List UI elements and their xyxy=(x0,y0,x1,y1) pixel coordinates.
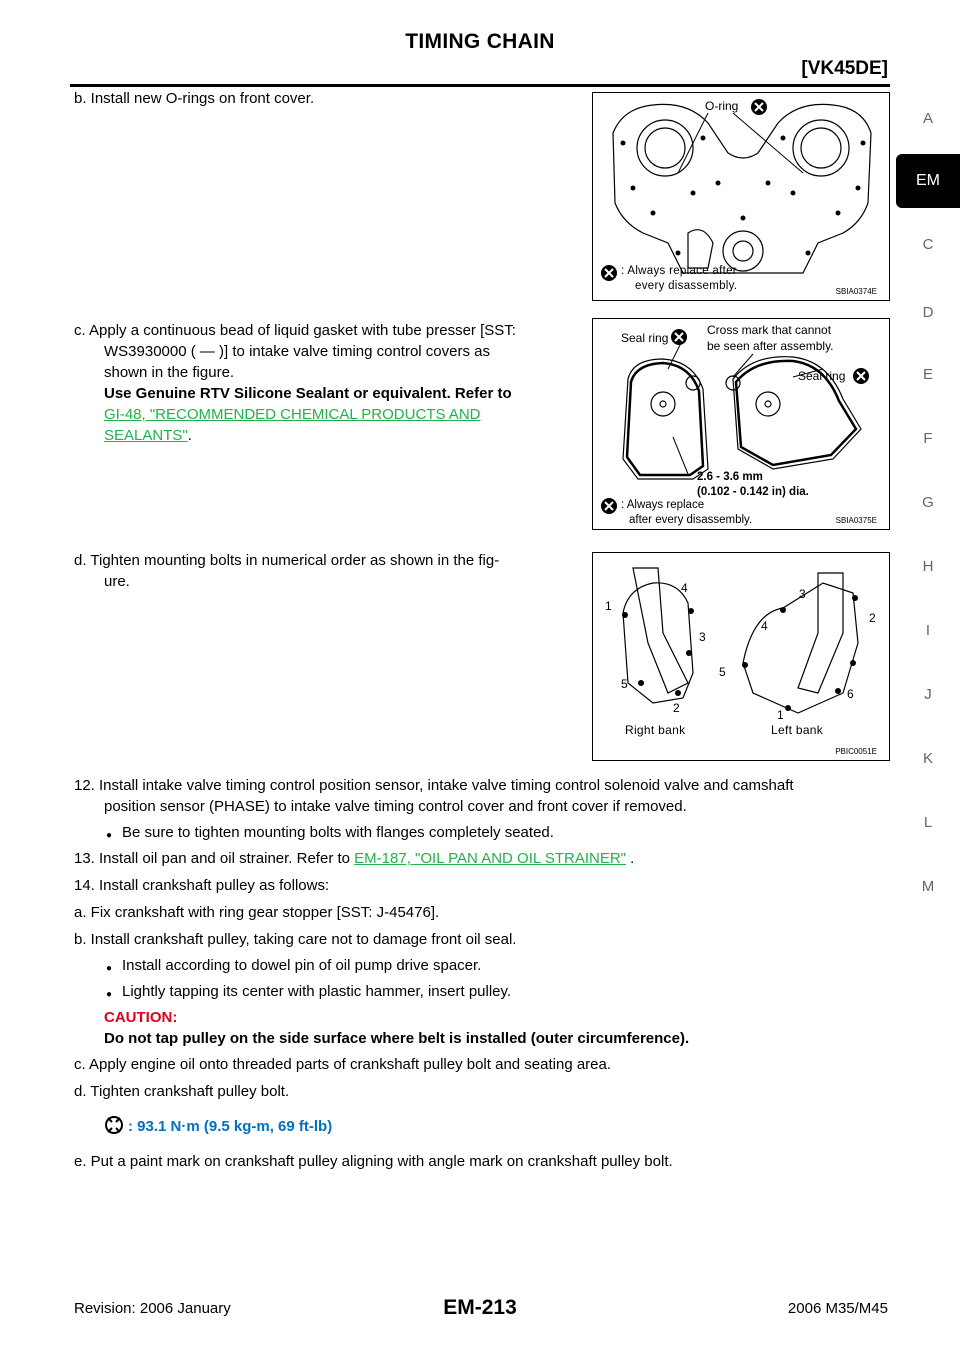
period: . xyxy=(187,427,192,444)
dimension-mm: 2.6 - 3.6 mm xyxy=(697,471,763,483)
torque-spec xyxy=(74,1116,894,1137)
bolt-label-r4: 4 xyxy=(681,581,688,595)
step-14d: d. Tighten crankshaft pulley bolt. xyxy=(74,1083,290,1100)
step-d-line1: d. Tighten mounting bolts in numerical order as shown in the fig- xyxy=(74,552,500,569)
label-cross-mark-1: Cross mark that cannot xyxy=(707,323,832,337)
step-13-text: 13. Install oil pan and oil strainer. Refer to xyxy=(74,850,355,867)
step-c-line1: c. Apply a continuous bead of liquid gasket with tube presser [SST: xyxy=(74,322,516,339)
header-rule xyxy=(70,84,890,87)
sidebar-letter-f[interactable]: F xyxy=(923,430,933,447)
link-em-187[interactable]: EM-187, "OIL PAN AND OIL STRAINER" xyxy=(354,850,627,867)
sidebar-letter-a[interactable]: A xyxy=(922,110,933,127)
link-gi-48[interactable]: GI-48, "RECOMMENDED CHEMICAL PRODUCTS AND xyxy=(104,406,481,423)
sidebar-letter-i[interactable]: I xyxy=(925,622,931,639)
figure-bolt-order xyxy=(592,552,890,761)
caution-text: Do not tap pulley on the side surface where belt is installed (outer circumference). xyxy=(104,1030,690,1047)
legend-line1: : Always replace after xyxy=(621,265,737,277)
figure-code: SBIA0374E xyxy=(835,287,877,296)
step-c-line3: shown in the figure. xyxy=(104,364,235,381)
bolt-label-r1: 1 xyxy=(605,599,612,613)
bolt-label-r3: 3 xyxy=(699,630,706,644)
step-12-bullet: ● Be sure to tighten mounting bolts with flanges completely seated. xyxy=(122,824,554,841)
step-14b: b. Install crankshaft pulley, taking care not to damage front oil seal. xyxy=(74,931,517,948)
label-left-bank: Left bank xyxy=(771,723,824,737)
step-12-line1: 12. Install intake valve timing control position sensor, intake valve timing control solenoid valve and camshaft xyxy=(74,777,794,794)
label-right-bank: Right bank xyxy=(625,723,686,737)
step-c-note: Use Genuine RTV Silicone Sealant or equivalent. Refer to xyxy=(104,385,512,402)
label-seal-ring-left: Seal ring xyxy=(621,331,669,345)
page-title: TIMING CHAIN xyxy=(405,30,555,53)
figure-seal-ring xyxy=(592,318,890,530)
legend-line1: : Always replace xyxy=(621,499,705,511)
torque-wrench-icon xyxy=(104,1114,124,1136)
bolt-label-l6: 6 xyxy=(847,687,854,701)
engine-code: [VK45DE] xyxy=(801,58,888,79)
sidebar-letter-k[interactable]: K xyxy=(922,750,933,767)
label-o-ring: O-ring xyxy=(705,99,739,113)
bolt-label-l5: 5 xyxy=(719,665,726,679)
step-c-line2: WS3930000 ( — )] to intake valve timing control covers as xyxy=(104,343,491,360)
step-14e: e. Put a paint mark on crankshaft pulley aligning with angle mark on crankshaft pulley bolt. xyxy=(74,1153,673,1170)
bolt-label-l4: 4 xyxy=(761,619,768,633)
step-14b-bullet2: ● Lightly tapping its center with plastic hammer, insert pulley. xyxy=(122,983,511,1000)
step-12-line2: position sensor (PHASE) to intake valve timing control cover and front cover if removed. xyxy=(104,798,687,815)
caution-label: CAUTION: xyxy=(104,1009,178,1026)
figure-code: PBIC0051E xyxy=(835,747,877,756)
footer-model: 2006 M35/M45 xyxy=(787,1300,888,1317)
bolt-label-l1: 1 xyxy=(777,708,784,722)
step-d xyxy=(74,550,584,592)
legend-line2: after every disassembly. xyxy=(629,514,753,526)
bolt-label-l2: 2 xyxy=(869,611,876,625)
bolt-label-r2: 2 xyxy=(673,701,680,715)
step-13-end: . xyxy=(626,850,635,867)
sidebar-letter-g[interactable]: G xyxy=(922,494,934,511)
step-14c: c. Apply engine oil onto threaded parts of crankshaft pulley bolt and seating area. xyxy=(74,1056,612,1073)
figure-code: SBIA0375E xyxy=(835,516,877,525)
bolt-label-r5: 5 xyxy=(621,677,628,691)
step-d-line2: ure. xyxy=(104,573,130,590)
link-gi-48-cont[interactable]: SEALANTS" xyxy=(104,427,188,444)
sidebar-letter-d[interactable]: D xyxy=(922,304,934,321)
bolt-label-l3: 3 xyxy=(799,587,806,601)
sidebar-letter-j[interactable]: J xyxy=(924,686,932,703)
step-14a: a. Fix crankshaft with ring gear stopper [SST: J-45476]. xyxy=(74,904,440,921)
step-b: b. Install new O-rings on front cover. xyxy=(74,90,315,107)
legend-line2: every disassembly. xyxy=(635,280,738,292)
page-number: EM-213 xyxy=(443,1296,517,1319)
sidebar-letter-l[interactable]: L xyxy=(923,814,933,831)
sidebar-letter-e[interactable]: E xyxy=(922,366,933,383)
figure-o-ring xyxy=(592,92,890,301)
sidebar-letter-em-active[interactable]: EM xyxy=(896,154,960,208)
footer-revision: Revision: 2006 January xyxy=(74,1300,231,1317)
steps-main xyxy=(74,775,894,1172)
sidebar-letter-c[interactable]: C xyxy=(922,236,934,253)
sidebar-letter-h[interactable]: H xyxy=(922,558,934,575)
label-cross-mark-2: be seen after assembly. xyxy=(707,339,834,353)
step-14b-bullet1: ● Install according to dowel pin of oil pump drive spacer. xyxy=(122,957,481,974)
step-14: 14. Install crankshaft pulley as follows: xyxy=(74,877,330,894)
sidebar-letter-m[interactable]: M xyxy=(921,878,935,895)
step-c xyxy=(74,320,584,446)
step-13 xyxy=(74,848,894,869)
label-seal-ring-right: Seal ring xyxy=(798,369,846,383)
torque-value: : 93.1 N·m (9.5 kg-m, 69 ft-lb) xyxy=(128,1118,333,1135)
dimension-in: (0.102 - 0.142 in) dia. xyxy=(697,486,809,498)
